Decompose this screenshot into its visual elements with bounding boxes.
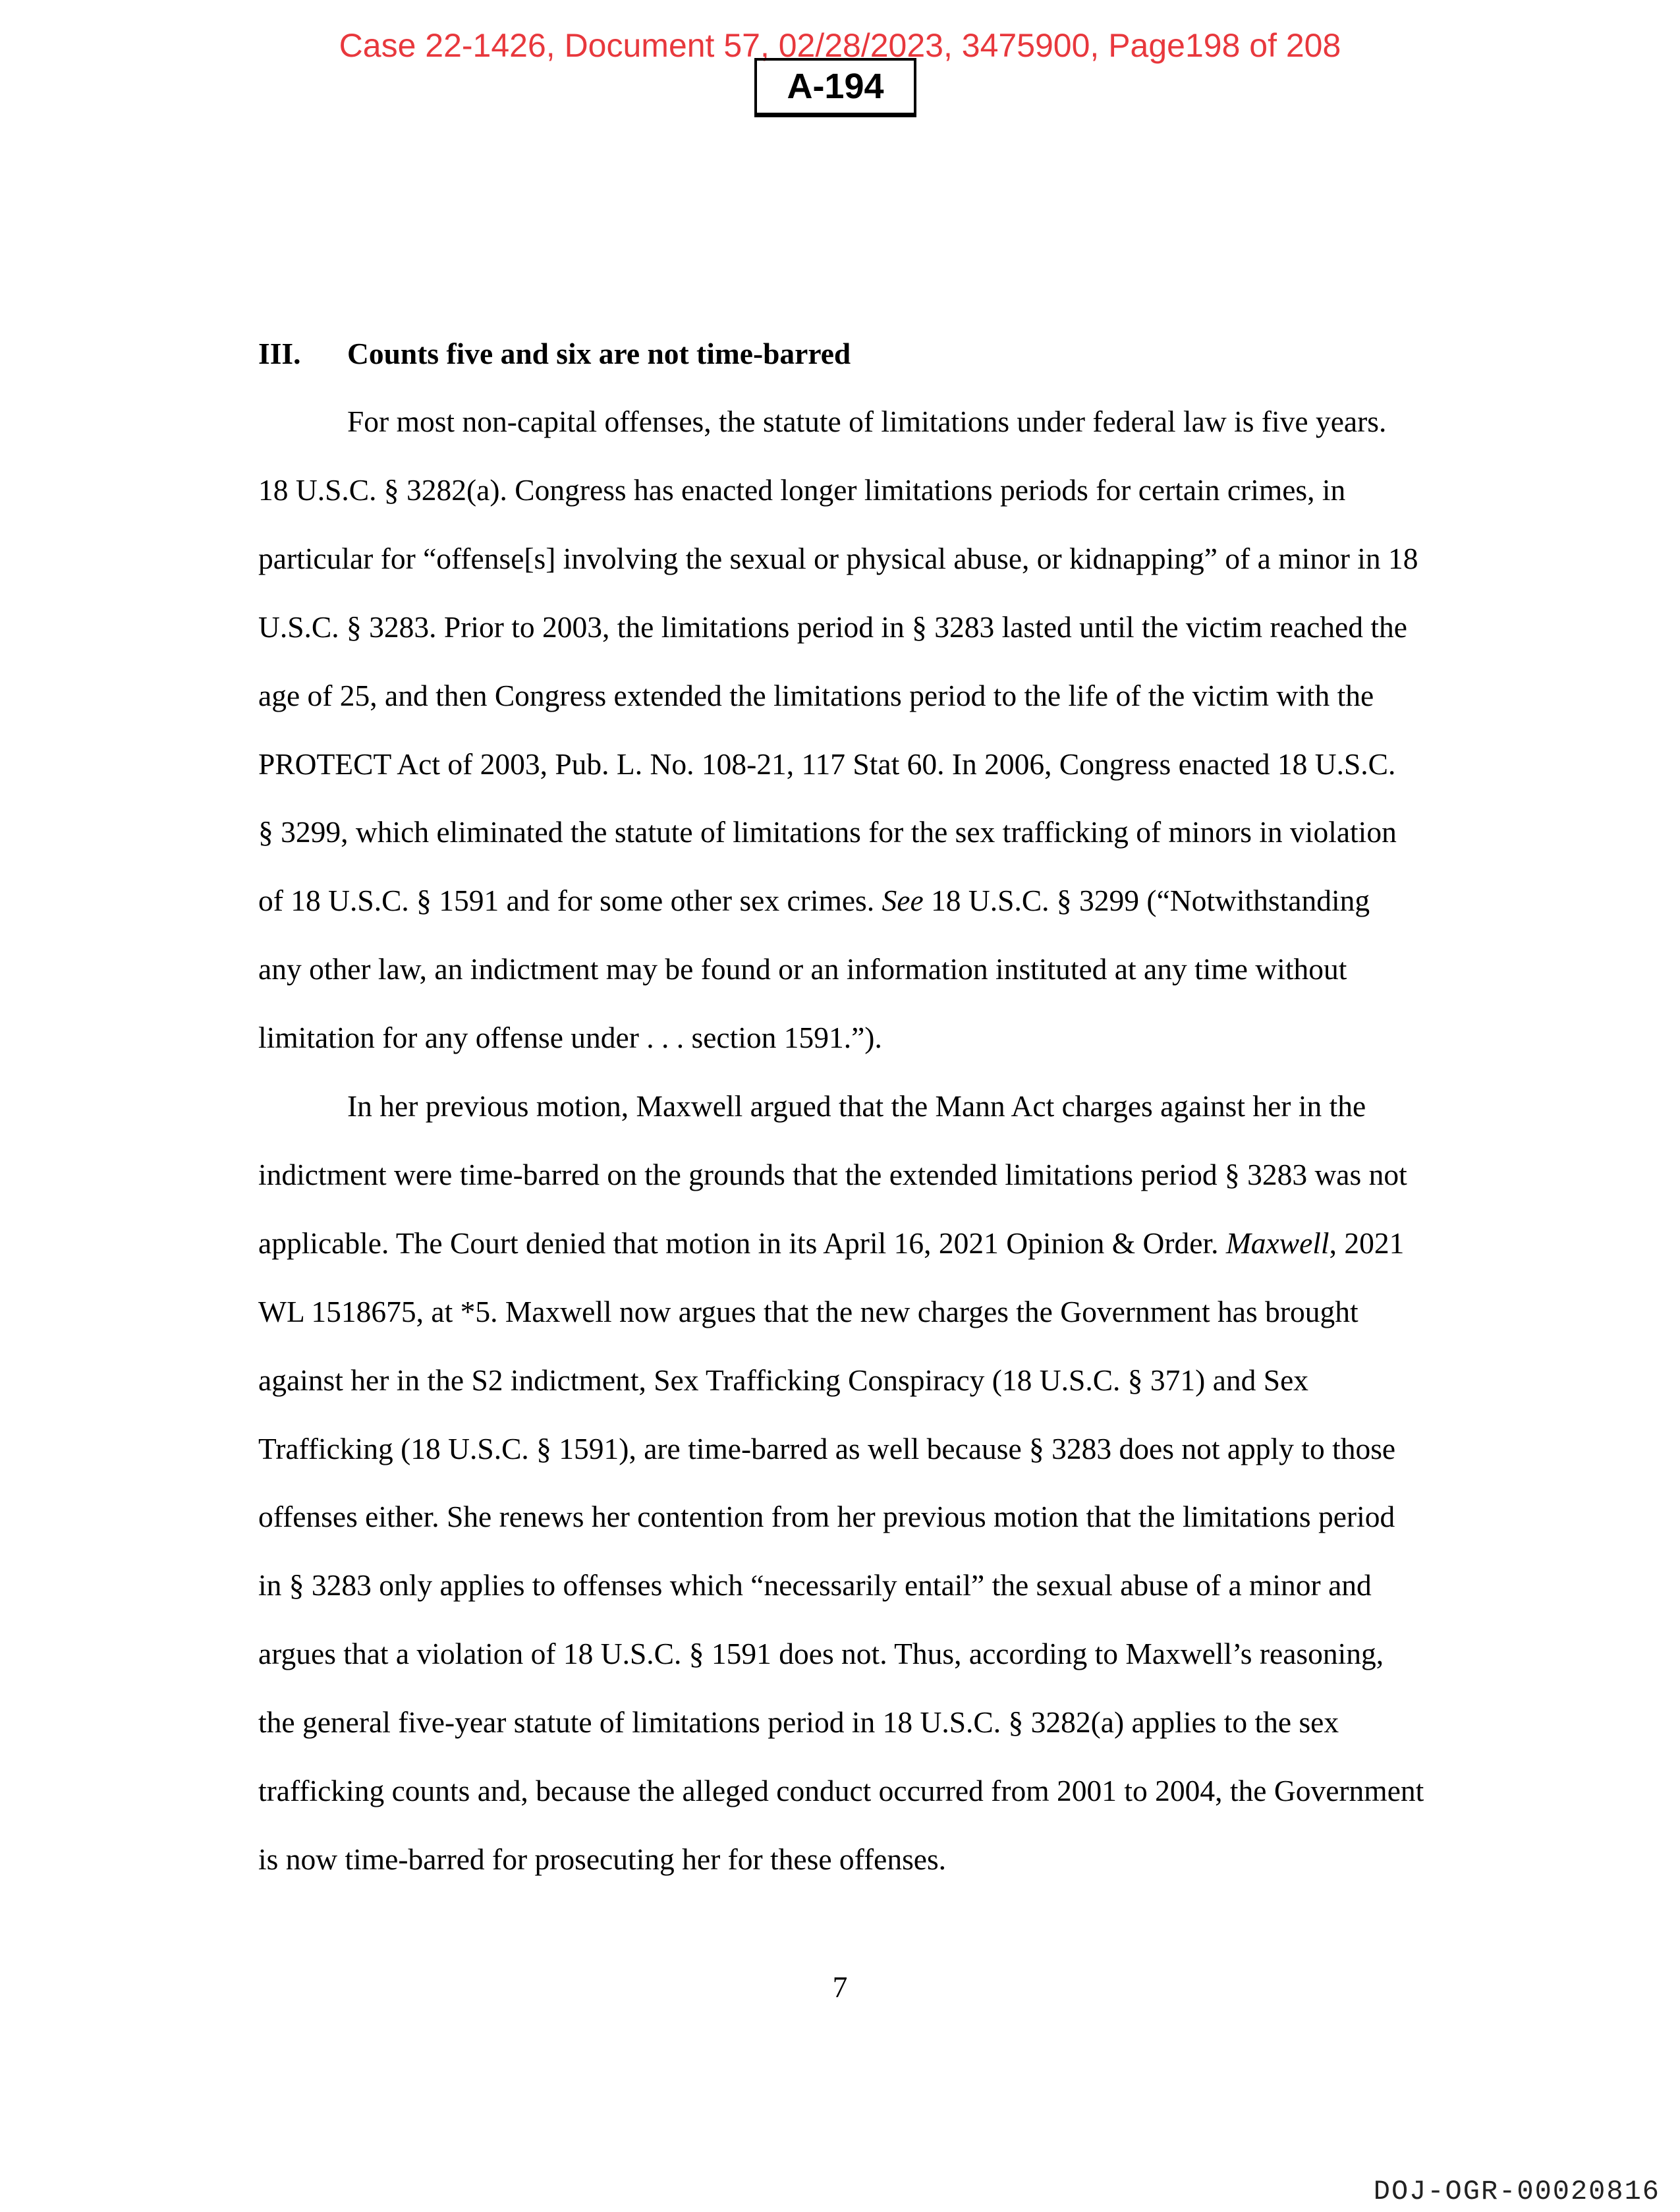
text-segment: against her in the S2 indictment, Sex Trafficking Conspiracy (18 U.S.C. § 371) and Sex (258, 1363, 1309, 1397)
text-segment: of 18 U.S.C. § 1591 and for some other sex crimes. (258, 884, 882, 918)
bates-number: DOJ-OGR-00020816 (1373, 2176, 1660, 2207)
body-line (258, 541, 1418, 575)
body-line (258, 1023, 882, 1053)
body-line (258, 886, 1370, 916)
body-line (258, 1570, 1372, 1601)
text-segment: limitation for any offense under . . . section 1591.”). (258, 1021, 882, 1055)
text-segment: indictment were time-barred on the grounds that the extended limitations period § 3283 was not (258, 1157, 1407, 1191)
text-segment: 18 U.S.C. § 3282(a). Congress has enacted longer limitations periods for certain crimes, in (258, 472, 1346, 507)
body-line (258, 472, 1346, 507)
section-heading: Counts five and six are not time-barred (347, 337, 851, 370)
body-line (258, 678, 1374, 712)
body-line (258, 1707, 1339, 1738)
page-number: 7 (832, 1970, 848, 2004)
text-segment: particular for “offense[s] involving the sexual or physical abuse, or kidnapping” of a minor in 18 (258, 541, 1418, 575)
text-segment: U.S.C. § 3283. Prior to 2003, the limitations period in § 3283 lasted until the victim reached the (258, 610, 1407, 644)
text-segment: Trafficking (18 U.S.C. § 1591), are time-barred as well because § 3283 does not apply to those (258, 1431, 1396, 1465)
exhibit-label: A-194 (787, 67, 884, 106)
body-line (258, 954, 1347, 984)
body-line (258, 1844, 946, 1875)
italic-citation: See (882, 884, 924, 918)
body-line (258, 1431, 1396, 1465)
text-segment: age of 25, and then Congress extended the limitations period to the life of the victim with the (258, 678, 1374, 712)
body-line (258, 749, 1395, 780)
body-line (258, 1365, 1308, 1396)
text-segment: offenses either. She renews her contention from her previous motion that the limitations period (258, 1500, 1395, 1534)
italic-citation: Maxwell (1225, 1226, 1330, 1260)
text-segment: WL 1518675, at *5. Maxwell now argues that the new charges the Government has brought (258, 1294, 1358, 1328)
text-segment: applicable. The Court denied that motion in its April 16, 2021 Opinion & Order. (258, 1226, 1226, 1260)
text-segment: any other law, an indictment may be found or an information instituted at any time without (258, 952, 1347, 986)
body-line (258, 1157, 1407, 1191)
text-segment: PROTECT Act of 2003, Pub. L. No. 108-21, 117 Stat 60. In 2006, Congress enacted 18 U.S.C. (258, 747, 1396, 781)
body-line (347, 407, 1386, 437)
body-line (258, 817, 1397, 847)
body-line (347, 1091, 1366, 1121)
body-line (258, 1228, 1404, 1259)
text-segment: In her previous motion, Maxwell argued that the Mann Act charges against her in the (347, 1089, 1366, 1123)
body-line (258, 1294, 1358, 1328)
body-line (258, 1776, 1424, 1806)
text-segment: , 2021 (1329, 1226, 1405, 1260)
body-line (258, 612, 1407, 642)
section-number: III. (258, 337, 301, 370)
text-segment: the general five-year statute of limitations period in 18 U.S.C. § 3282(a) applies to the sex (258, 1705, 1339, 1740)
text-segment: argues that a violation of 18 U.S.C. § 1591 does not. Thus, according to Maxwell’s reasoning, (258, 1637, 1384, 1671)
body-line (258, 1502, 1395, 1532)
text-segment: § 3299, which eliminated the statute of limitations for the sex trafficking of minors in violation (258, 815, 1397, 849)
text-segment: trafficking counts and, because the alleged conduct occurred from 2001 to 2004, the Government (258, 1774, 1424, 1807)
text-segment: 18 U.S.C. § 3299 (“Notwithstanding (923, 884, 1370, 918)
case-stamp: Case 22-1426, Document 57, 02/28/2023, 3475900, Page198 of 208 (339, 27, 1341, 64)
text-segment: For most non-capital offenses, the statute of limitations under federal law is five years. (347, 405, 1387, 438)
body-line (258, 1639, 1384, 1669)
text-segment: is now time-barred for prosecuting her for these offenses. (258, 1842, 947, 1876)
text-segment: in § 3283 only applies to offenses which “necessarily entail” the sexual abuse of a minor and (258, 1568, 1372, 1602)
